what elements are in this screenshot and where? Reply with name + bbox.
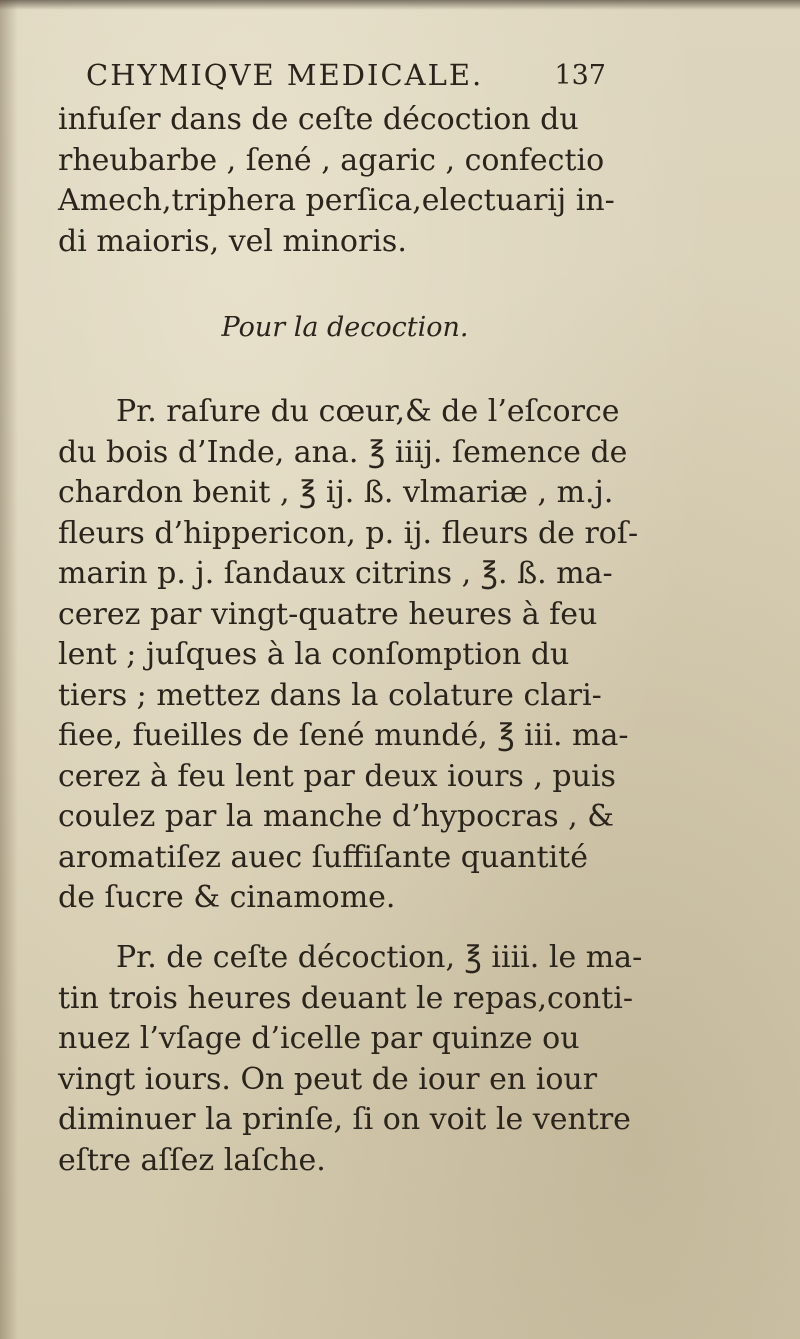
page-top-shadow — [0, 0, 800, 10]
text-line: du bois d’Inde, ana. ℥ iiij. ſemence de — [58, 434, 628, 470]
paragraph-1 — [58, 100, 628, 262]
section-subtitle: Pour la decoction. — [221, 312, 469, 343]
text-line: aromatiſez auec ſuffiſante quantité — [58, 839, 588, 875]
text-line: fiee, fueilles de ſené mundé, ℥ iii. ma- — [58, 718, 629, 753]
page-number: 137 — [554, 60, 606, 91]
text-line: diminuer la prinſe, ſi on voit le ventre — [58, 1102, 631, 1137]
text-line: de ſucre & cinamome. — [58, 880, 396, 915]
text-line: coulez par la manche d’hypocras , & — [58, 799, 614, 834]
text-line: cerez à feu lent par deux iours , puis — [58, 758, 616, 794]
paragraph-3 — [58, 938, 643, 1181]
page-gutter-shadow — [0, 0, 18, 1339]
text-line: tin trois heures deuant le repas,conti- — [58, 980, 633, 1016]
text-line: di maioris, vel minoris. — [58, 223, 407, 259]
text-line: chardon benit , ℥ ij. ß. vlmariæ , m.j. — [58, 475, 614, 510]
page-header — [86, 58, 606, 102]
text-line: vingt iours. On peut de iour en iour — [58, 1061, 598, 1097]
text-line: nuez l’vſage d’icelle par quinze ou — [58, 1021, 580, 1056]
text-line: eſtre aſſez laſche. — [58, 1142, 326, 1178]
text-line: fleurs d’hippericon, p. ij. fleurs de roſ- — [58, 515, 639, 551]
text-line: Amech,triphera perſica,electuarij in- — [58, 183, 615, 218]
paragraph-2 — [58, 392, 639, 919]
text-line: lent ; juſques à la conſomption du — [58, 637, 570, 672]
text-line: marin p. j. ſandaux citrins , ℥. ß. ma- — [58, 556, 613, 591]
text-line: tiers ; mettez dans la colature clari- — [58, 677, 602, 713]
text-line: infuſer dans de ceſte décoction du — [58, 102, 579, 137]
text-line: rheubarbe , ſené , agaric , confectio — [58, 142, 605, 178]
text-line: cerez par vingt-quatre heures à feu — [58, 596, 598, 632]
text-line: Pr. de ceſte décoction, ℥ iiii. le ma- — [116, 940, 643, 975]
text-line: Pr. raſure du cœur,& de l’eſcorce — [116, 394, 620, 429]
running-title: CHYMIQVE MEDICALE. — [86, 58, 484, 92]
